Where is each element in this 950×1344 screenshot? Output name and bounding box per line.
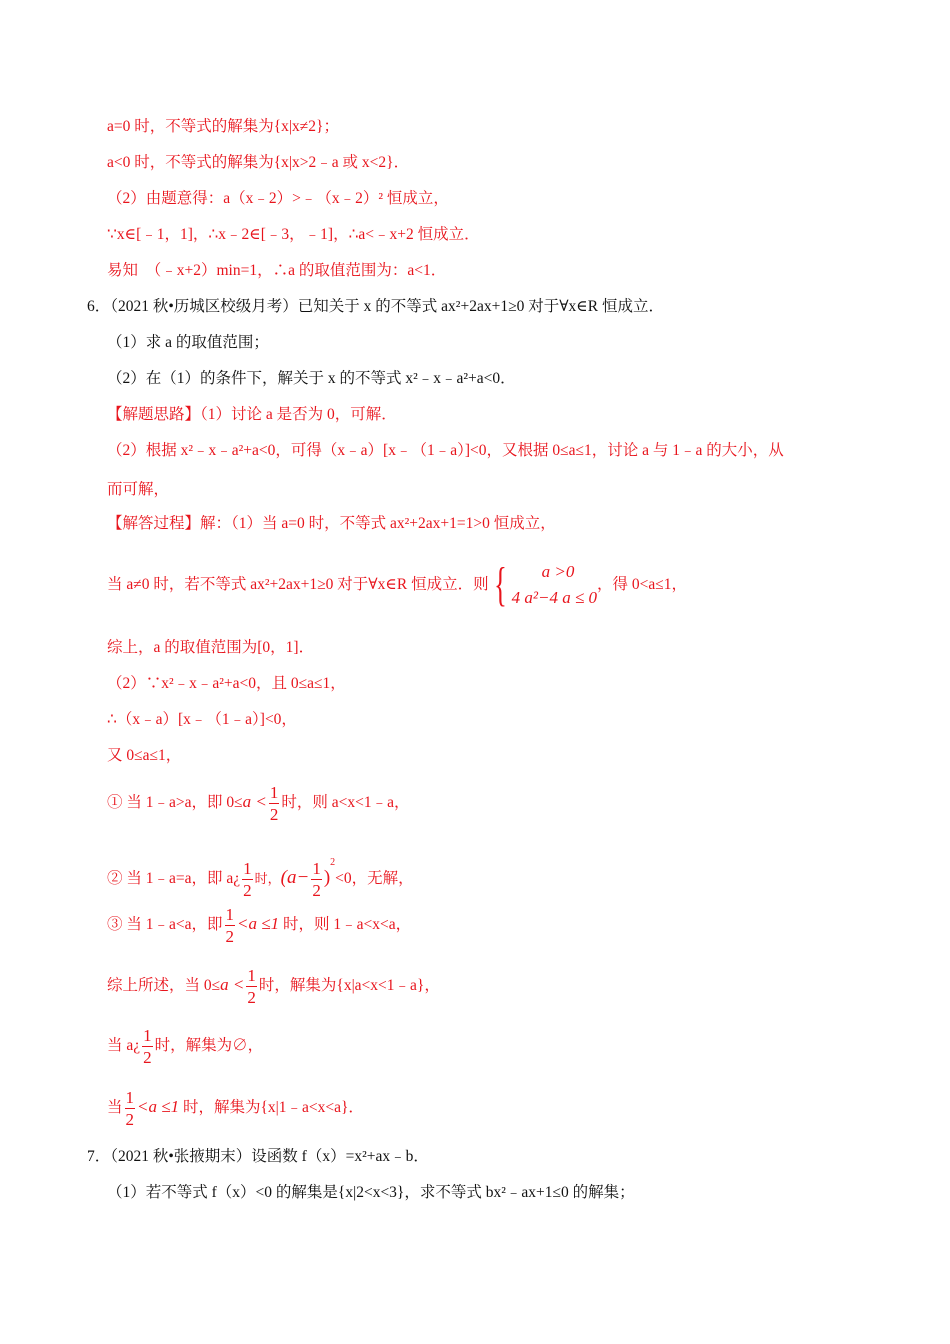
solution-idea-text: （1）讨论 a 是否为 0，可解．	[200, 406, 397, 423]
fraction-one-half: $\frac{1}{2}$	[125, 1087, 135, 1129]
case-1-ineq: a <	[242, 792, 267, 811]
summary-line-3	[107, 1085, 364, 1130]
solution-process-tag: 【解答过程】	[107, 515, 201, 532]
left-brace: {	[493, 558, 507, 612]
answer-line: （2）∵x²﹣x﹣a²+a<0，且 0≤a≤1，	[107, 675, 346, 692]
fraction-one-half: $\frac{1}{2}$	[269, 782, 279, 824]
summary-2-text: 当 a¿	[107, 1037, 141, 1054]
solution-idea-tag: 【解题思路】	[107, 406, 201, 423]
answer-line: ∴（x﹣a）[x﹣（1﹣a）]<0，	[107, 711, 297, 728]
question-6-stem: 6．（2021 秋•历城区校级月考）已知关于 x 的不等式 ax²+2ax+1≥0 对于∀x∈R 恒成立．	[87, 298, 664, 315]
summary-line-1	[107, 963, 440, 1008]
case-2-exponent: 2	[330, 857, 336, 868]
fraction-one-half: $\frac{1}{2}$	[247, 965, 256, 1007]
case-2-line: ② 当 1﹣a=a，即 a¿ $\frac{1}{2}$ 时，(a− $\frac{1}{2}$ )$^2$<0，无解，	[107, 857, 414, 900]
inequality-system	[512, 559, 597, 611]
summary-line-2	[107, 1024, 263, 1068]
case-3-ineq: <a ≤1	[237, 914, 280, 933]
case-2-result: <0，无解，	[335, 870, 414, 887]
case-3-text: ③ 当 1﹣a<a，即	[107, 916, 223, 933]
answer-line: 又 0≤a≤1，	[107, 747, 182, 764]
answer-line: 易知 （﹣x+2）min=1，∴a 的取值范围为：a<1．	[107, 262, 447, 279]
summary-3-text: 当	[107, 1099, 123, 1116]
question-7-part-1: （1）若不等式 f（x）<0 的解集是{x|2<x<3}，求不等式 bx²﹣ax+1≤0 的解集；	[107, 1184, 635, 1201]
answer-line: （2）由题意得：a（x﹣2）>﹣（x﹣2）² 恒成立，	[107, 190, 449, 207]
case-3-line	[107, 902, 411, 947]
case-2-paren-close: )	[323, 867, 331, 888]
system-line	[107, 556, 687, 614]
case-1-line	[107, 780, 410, 825]
answer-line: （2）根据 x²﹣x﹣a²+a<0，可得（x﹣a）[x﹣（1﹣a）]<0，又根据 0≤a≤1，讨论 a 与 1﹣a 的大小，从	[107, 442, 784, 459]
solution-idea-line	[107, 405, 397, 425]
system-row-2: 4 a²−4 a ≤ 0	[511, 588, 598, 608]
case-1-result: 时，则 a<x<1﹣a，	[281, 794, 410, 811]
fraction-one-half: $\frac{1}{2}$	[312, 858, 321, 900]
answer-line: ∵x∈[﹣1，1]，∴x﹣2∈[﹣3，﹣1]，∴a<﹣x+2 恒成立．	[107, 226, 480, 243]
solution-process-text: 解：（1）当 a=0 时，不等式 ax²+2ax+1=1>0 恒成立，	[200, 515, 556, 532]
system-intro: 当 a≠0 时，若不等式 ax²+2ax+1≥0 对于∀x∈R 恒成立．则	[107, 576, 489, 593]
summary-3-result: 时，解集为{x|1﹣a<x<a}．	[182, 1099, 364, 1116]
fraction-one-half: $\frac{1}{2}$	[143, 1025, 152, 1067]
case-2-text: ② 当 1﹣a=a，即 a¿	[107, 870, 241, 887]
solution-process-line	[107, 514, 556, 534]
system-row-1: a >0	[541, 562, 575, 582]
question-6-part-1: （1）求 a 的取值范围；	[107, 334, 269, 351]
fraction-one-half: $\frac{1}{2}$	[243, 858, 252, 900]
case-3-result: 时，则 1﹣a<x<a，	[282, 916, 412, 933]
summary-2-result: 时，解集为∅，	[154, 1037, 264, 1054]
question-6-part-2: （2）在（1）的条件下，解关于 x 的不等式 x²﹣x﹣a²+a<0．	[107, 370, 516, 387]
answer-line: 综上，a 的取值范围为[0，1]．	[107, 639, 315, 656]
question-7-stem: 7．（2021 秋•张掖期末）设函数 f（x）=x²+ax﹣b．	[87, 1148, 429, 1165]
system-result: ，得 0<a≤1，	[597, 576, 688, 593]
case-2-expr: (a−	[280, 867, 310, 888]
case-1-text: ① 当 1﹣a>a，即 0≤	[107, 794, 243, 811]
summary-1-result: 时，解集为{x|a<x<1﹣a}，	[258, 977, 440, 994]
summary-1-text: 综上所述，当 0≤	[107, 977, 221, 994]
answer-line: a=0 时，不等式的解集为{x|x≠2}；	[107, 118, 339, 135]
answer-line: 而可解，	[107, 481, 170, 498]
fraction-one-half: $\frac{1}{2}$	[225, 904, 235, 946]
answer-line: a<0 时，不等式的解集为{x|x>2﹣a 或 x<2}．	[107, 154, 410, 171]
summary-1-ineq: a <	[220, 975, 245, 994]
summary-3-ineq: <a ≤1	[137, 1097, 180, 1116]
